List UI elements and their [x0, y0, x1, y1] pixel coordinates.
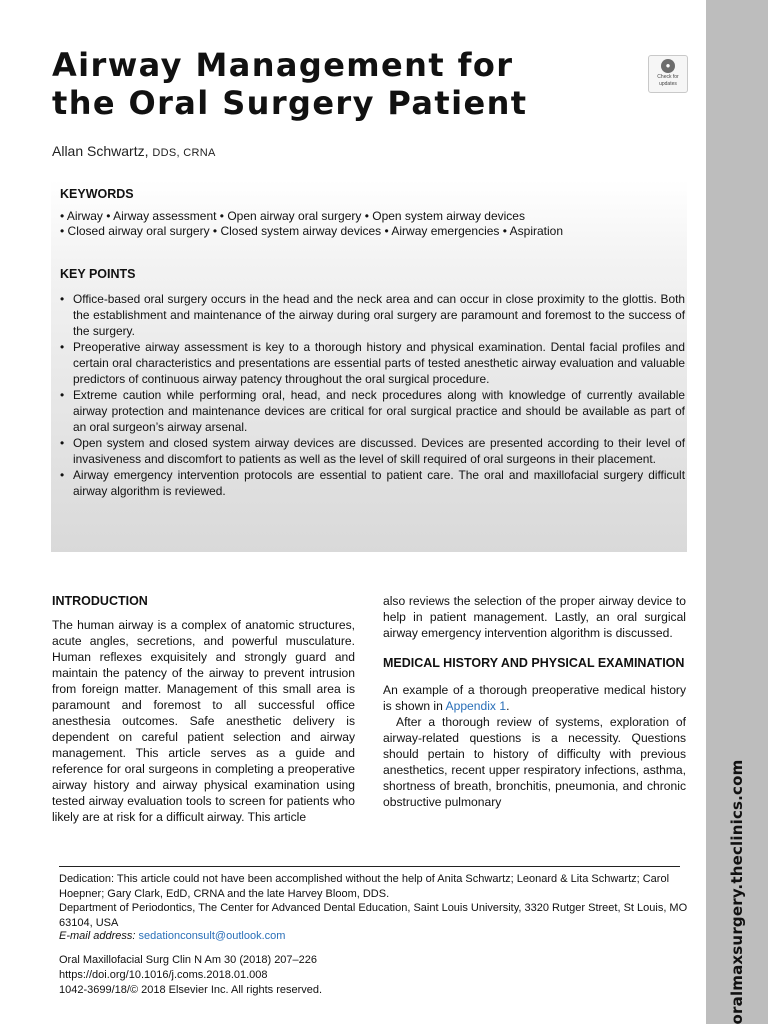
copyright-line: 1042-3699/18/© 2018 Elsevier Inc. All rights reserved.	[59, 984, 323, 996]
footnote-divider	[59, 866, 680, 867]
email-label: E-mail address:	[59, 930, 136, 942]
email-link[interactable]: sedationconsult@outlook.com	[138, 930, 286, 942]
journal-sidebar	[706, 0, 768, 1024]
title-line-1: Airway Management for	[52, 46, 514, 84]
medical-history-heading: MEDICAL HISTORY AND PHYSICAL EXAMINATION	[383, 656, 685, 670]
journal-url[interactable]: oralmaxsurgery.theclinics.com	[728, 759, 746, 1024]
dedication-note: Dedication: This article could not have been accomplished without the help of Anita Schwartz; Leonard & Lita Schwartz; Carol Hoepner; Gary Clark, EdD, CRNA and the late Harvey Bloom, DDS.	[59, 873, 670, 900]
keywords-heading: KEYWORDS	[60, 187, 134, 201]
introduction-continued: also reviews the selection of the proper airway device to help in patient management. Lastly, an oral surgical airway emergency intervention algorithm is discussed.	[383, 594, 686, 640]
doi-link[interactable]: https://doi.org/10.1016/j.coms.2018.01.008	[59, 969, 268, 981]
badge-text-2: updates	[659, 81, 677, 87]
right-column	[383, 593, 686, 810]
check-for-updates-badge[interactable]	[648, 55, 688, 93]
badge-text-1: Check for	[657, 74, 679, 80]
introduction-text: The human airway is a complex of anatomic structures, acute angles, secretions, and powerful musculature. Human reflexes exquisitely and strongly guard and maintain the patency of the airway to prevent intrusion from foreign matter. Management of this small area is paramount and foremost to all successful office anesthesia outcomes. Safe anesthetic delivery is dependent on careful patient selection and airway management. This article serves as a guide and reference for oral surgeons in completing a preoperative airway history and airway physical examination using tested airway evaluation tools to screen for patients who likely are at risk for a difficult airway. This article	[52, 618, 355, 824]
key-point: • Open system and closed system airway devices are discussed. Devices are presented according to their level of invasiveness and discomfort to patients as well as the level of skill required of oral surgeons in their placement.	[60, 435, 685, 467]
article-title	[52, 46, 527, 122]
author-line	[52, 143, 216, 159]
key-points-heading: KEY POINTS	[60, 267, 136, 281]
abstract-box	[51, 180, 687, 552]
key-point: • Office-based oral surgery occurs in the head and the neck area and can occur in close proximity to the glottis. Both the establishment and maintenance of the airway during oral surgery are paramount and foremost to the success of the surgery.	[60, 291, 685, 339]
medical-history-text-1: An example of a thorough preoperative medical history is shown in Appendix 1.	[383, 683, 686, 713]
key-point: • Extreme caution while performing oral, head, and neck procedures along with knowledge of currently available airway protection and maintenance devices are critical for oral surgical practice and should be available as part of an oral surgeon’s airway arsenal.	[60, 387, 685, 435]
medical-history-text-2: After a thorough review of systems, exploration of airway-related questions is a necessity. Questions should pertain to history of difficulty with previous anesthetics, recent upper respiratory infections, asthma, shortness of breath, bronchitis, pneumonia, and chronic obstructive pulmonary	[383, 715, 686, 809]
keywords-line-1: • Airway • Airway assessment • Open airway oral surgery • Open system airway devices	[60, 209, 525, 223]
left-column	[52, 593, 355, 825]
key-point: • Airway emergency intervention protocols are essential to patient care. The oral and maxillofacial surgery difficult airway algorithm is reviewed.	[60, 467, 685, 499]
citation-journal: Oral Maxillofacial Surg Clin N Am 30 (2018) 207–226	[59, 954, 318, 966]
key-points-list	[60, 291, 685, 499]
bookmark-icon: ●	[661, 59, 675, 73]
keywords-line-2: • Closed airway oral surgery • Closed system airway devices • Airway emergencies • Aspiration	[60, 224, 563, 238]
introduction-heading: INTRODUCTION	[52, 594, 148, 608]
email-line	[59, 929, 689, 944]
appendix-link[interactable]: Appendix 1	[445, 699, 507, 713]
affiliation-note: Department of Periodontics, The Center for Advanced Dental Education, Saint Louis University, 3320 Rutger Street, St Louis, MO 63104, USA	[59, 902, 688, 929]
author-name: Allan Schwartz,	[52, 143, 149, 159]
author-credentials: DDS, CRNA	[152, 147, 216, 159]
key-point: • Preoperative airway assessment is key to a thorough history and physical examination. Dental facial profiles and certain oral characteristics and presentations are essential parts of tested anesthetic airway evaluation and valuable predictors of continuous airway patency throughout the oral surgical procedure.	[60, 339, 685, 387]
title-line-2: the Oral Surgery Patient	[52, 84, 528, 122]
